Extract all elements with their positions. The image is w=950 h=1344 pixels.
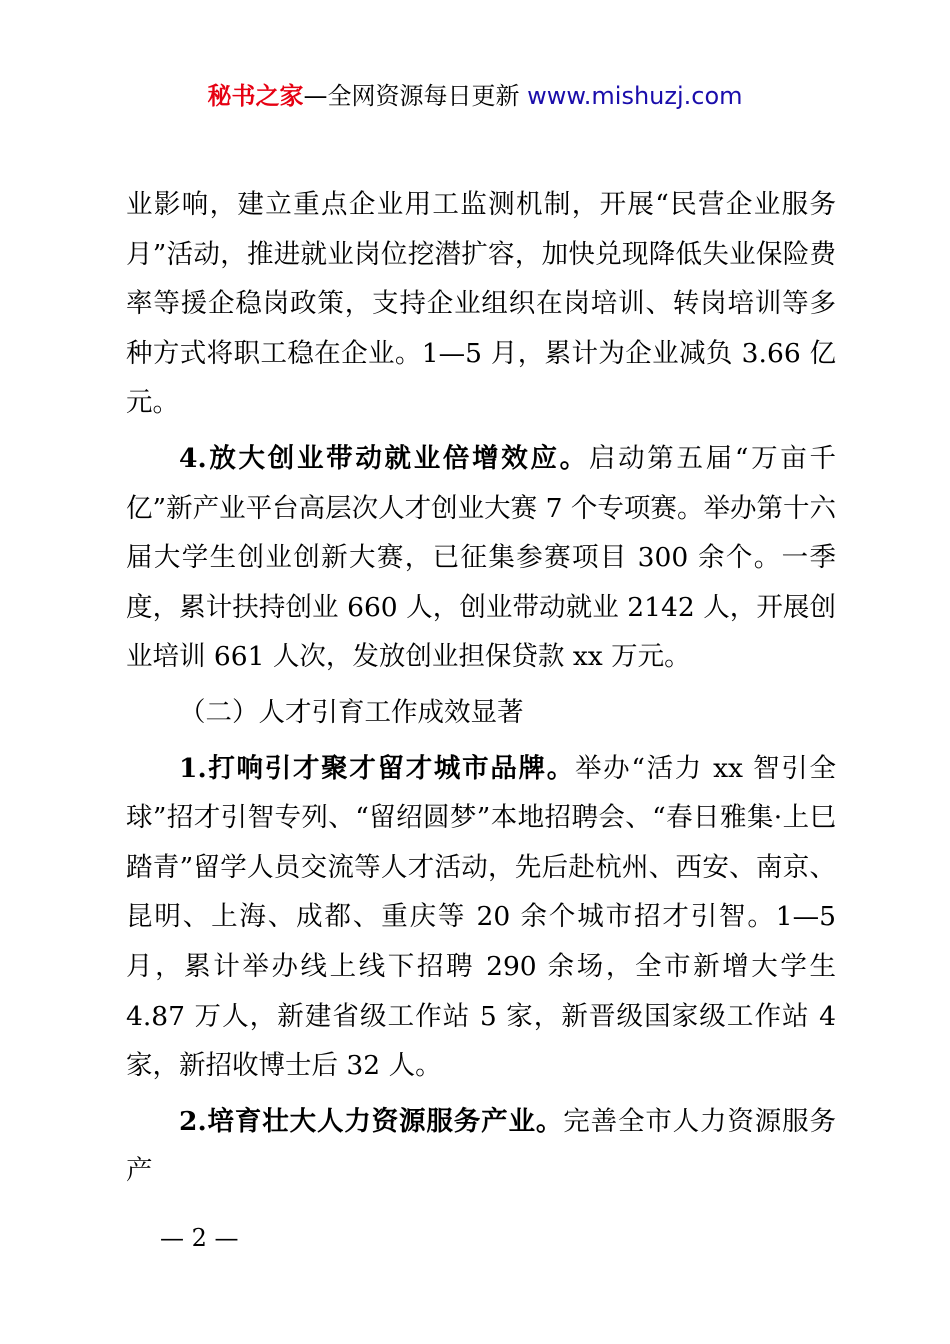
- paragraph-heading: 1.打响引才聚才留才城市品牌。: [179, 752, 575, 784]
- paragraph-body: 举办“活力 xx 智引全球”招才引智专列、“留绍圆梦”本地招聘会、“春日雅集·上巳踏青”留学人员交流等人才活动，先后赴杭州、西安、南京、昆明、上海、成都、重庆等 20 余个城市招才引智。1—5 月，累计举办线上线下招聘 290 余场，全市新增大学生 4.87 万人，新建省级工作站 5 家，新晋级国家级工作站 4 家，新招收博士后 32 人。: [126, 752, 836, 1082]
- paragraph-talent-brand: [126, 744, 836, 1091]
- document-body: [126, 180, 836, 1196]
- paragraph-hr-industry: [126, 1097, 836, 1196]
- site-banner: [0, 80, 950, 112]
- paragraph-employment-continued: 业影响，建立重点企业用工监测机制，开展“民营企业服务月”活动，推进就业岗位挖潜扩容，加快兑现降低失业保险费率等援企稳岗政策，支持企业组织在岗培训、转岗培训等多种方式将职工稳在企业。1—5 月，累计为企业减负 3.66 亿元。: [126, 189, 836, 419]
- paragraph-body: 完善全市人力资源服务产: [126, 1105, 836, 1187]
- paragraph-entrepreneurship: [126, 434, 836, 682]
- paragraph-body: 启动第五届“万亩千亿”新产业平台高层次人才创业大赛 7 个专项赛。举办第十六届大学生创业创新大赛，已征集参赛项目 300 余个。一季度，累计扶持创业 660 人，创业带动就业 2142 人，开展创业培训 661 人次，发放创业担保贷款 xx 万元。: [126, 442, 836, 673]
- site-url[interactable]: www.mishuzj.com: [527, 82, 743, 110]
- brand-name: 秘书之家: [207, 82, 304, 110]
- paragraph-heading: 4.放大创业带动就业倍增效应。: [179, 442, 589, 474]
- paragraph-heading: 2.培育壮大人力资源服务产业。: [179, 1105, 564, 1137]
- page-number: — 2 —: [160, 1224, 239, 1252]
- section-heading-talent: （二）人才引育工作成效显著: [179, 696, 524, 728]
- slogan: —全网资源每日更新: [303, 82, 520, 110]
